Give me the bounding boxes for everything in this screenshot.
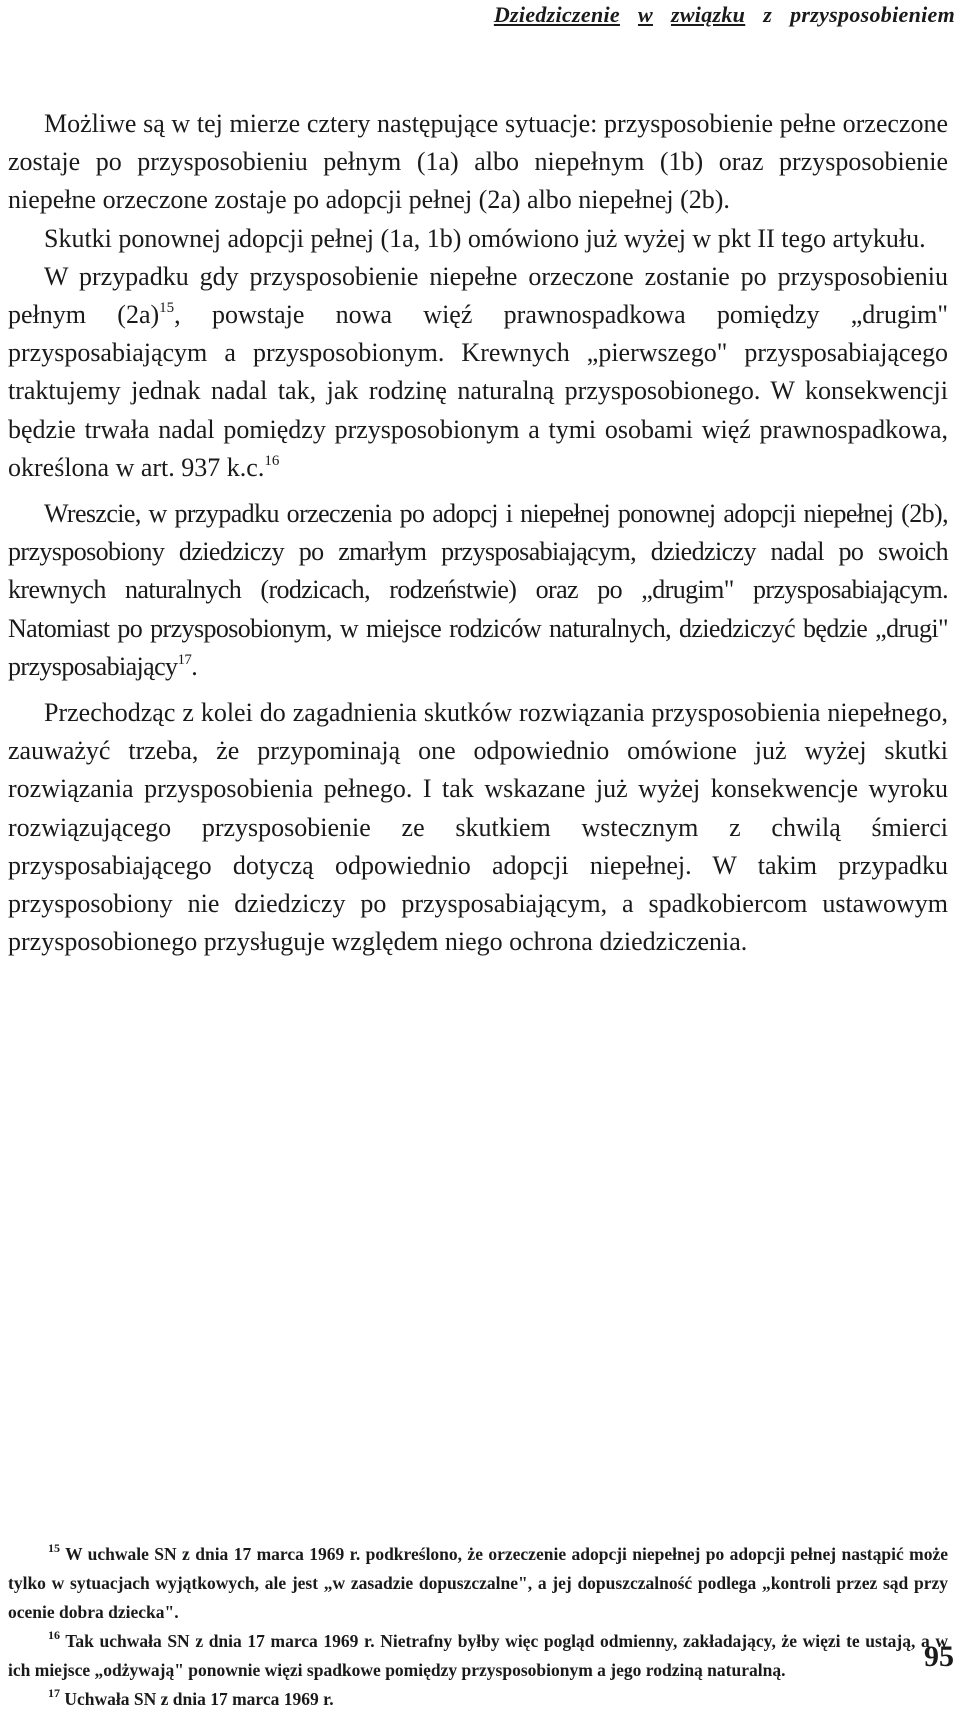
running-header bbox=[494, 2, 955, 28]
main-text bbox=[8, 105, 948, 961]
footnote-15 bbox=[8, 1540, 948, 1627]
footnote-15-text: W uchwale SN z dnia 17 marca 1969 r. podkreślono, że orzeczenie adopcji niepełnej po adopcji pełnej nastąpić może tylko w sytuacjach wyjątkowych, ale jest „w zasadzie dopuszczalne", a jej dopuszczalność podlega „kontroli przez sąd przy ocenie dobra dziecka". bbox=[8, 1544, 948, 1622]
paragraph-situations: Możliwe są w tej mierze cztery następujące sytuacje: przysposobienie pełne orzeczone zostaje po przysposobieniu pełnym (1a) albo niepełnym (1b) oraz przysposobienie niepełne orzeczone zostaje po adopcji pełnej (2a) albo niepełnej (2b). bbox=[8, 109, 948, 215]
header-word-1: Dziedziczenie bbox=[493, 2, 620, 27]
footnote-mark-16: 16 bbox=[48, 1628, 60, 1642]
paragraph-case-2a-text-cont: , powstaje nowa więź prawnospadkowa pomiędzy „drugim" przysposabiającym a przysposobionym. Krewnych „pierwszego" przysposabiającego traktujemy jednak nadal tak, jak rodzinę naturalną przysposobionego. W konsekwencji będzie trwała nadal pomiędzy przysposobionym a tymi osobami więź prawnospadkowa, określona w art. 937 k.c. bbox=[8, 300, 949, 482]
footnote-ref-16[interactable]: 16 bbox=[264, 452, 280, 469]
footnote-16-text: Tak uchwała SN z dnia 17 marca 1969 r. Nietrafny byłby więc pogląd odmienny, zakładający, że więzi te ustają, a w ich miejsce „odżywają" ponownie więzi spadkowe pomiędzy przysposobionym a jego rodziną naturalną. bbox=[8, 1631, 949, 1680]
paragraph-effects-full: Skutki ponownej adopcji pełnej (1a, 1b) omówiono już wyżej w pkt II tego artykułu. bbox=[44, 223, 926, 253]
footnote-mark-17: 17 bbox=[48, 1686, 60, 1700]
footnote-mark-15: 15 bbox=[48, 1541, 60, 1555]
header-word-4: z bbox=[763, 2, 773, 27]
footnote-ref-17[interactable]: 17 bbox=[177, 651, 192, 668]
page-number: 95 bbox=[924, 1640, 954, 1673]
paragraph-case-2b-text: Wreszcie, w przypadku orzeczenia po adopcj i niepełnej ponownej adopcji niepełnej (2b), przysposobiony dziedziczy po zmarłym przysposabiającym, dziedziczy nadal po swoich krewnych naturalnych (rodzicach, rodzeństwie) oraz po „drugim" przysposabiającym. Natomiast po przysposobionym, w miejsce rodziców naturalnych, dziedziczyć będzie „drugi" przysposabiający bbox=[8, 499, 948, 681]
footnotes bbox=[8, 1540, 948, 1714]
header-word-5: przysposobieniem bbox=[790, 2, 955, 27]
header-word-3: związku bbox=[670, 2, 746, 27]
paragraph-dissolution: Przechodząc z kolei do zagadnienia skutków rozwiązania przysposobienia niepełnego, zauważyć trzeba, że przypominają one odpowiednio omówione już wyżej skutki rozwiązania przysposobienia pełnego. I tak wskazane już wyżej konsekwencje wyroku rozwiązującego przysposobienie ze skutkiem wstecznym z chwilą śmierci przysposabiającego dotyczą odpowiednio adopcji niepełnej. W takim przypadku przysposobiony nie dziedziczy po przysposabiającym, a spadkobiercom ustawowym przysposobionego przysługuje względem niego ochrona dziedziczenia. bbox=[8, 698, 948, 957]
footnote-16 bbox=[8, 1627, 948, 1685]
footnote-ref-15[interactable]: 15 bbox=[159, 300, 175, 317]
paragraph-case-2b-end: . bbox=[191, 651, 198, 681]
footnote-17 bbox=[8, 1685, 948, 1714]
paragraph-case-2a bbox=[8, 258, 948, 487]
footnote-17-text: Uchwała SN z dnia 17 marca 1969 r. bbox=[64, 1689, 334, 1709]
paragraph-case-2a-text: W przypadku gdy przysposobienie niepełne orzeczone zostanie po przysposobieniu pełnym (2a) bbox=[8, 261, 948, 330]
header-word-2: w bbox=[637, 2, 653, 27]
paragraph-case-2b bbox=[8, 495, 948, 686]
